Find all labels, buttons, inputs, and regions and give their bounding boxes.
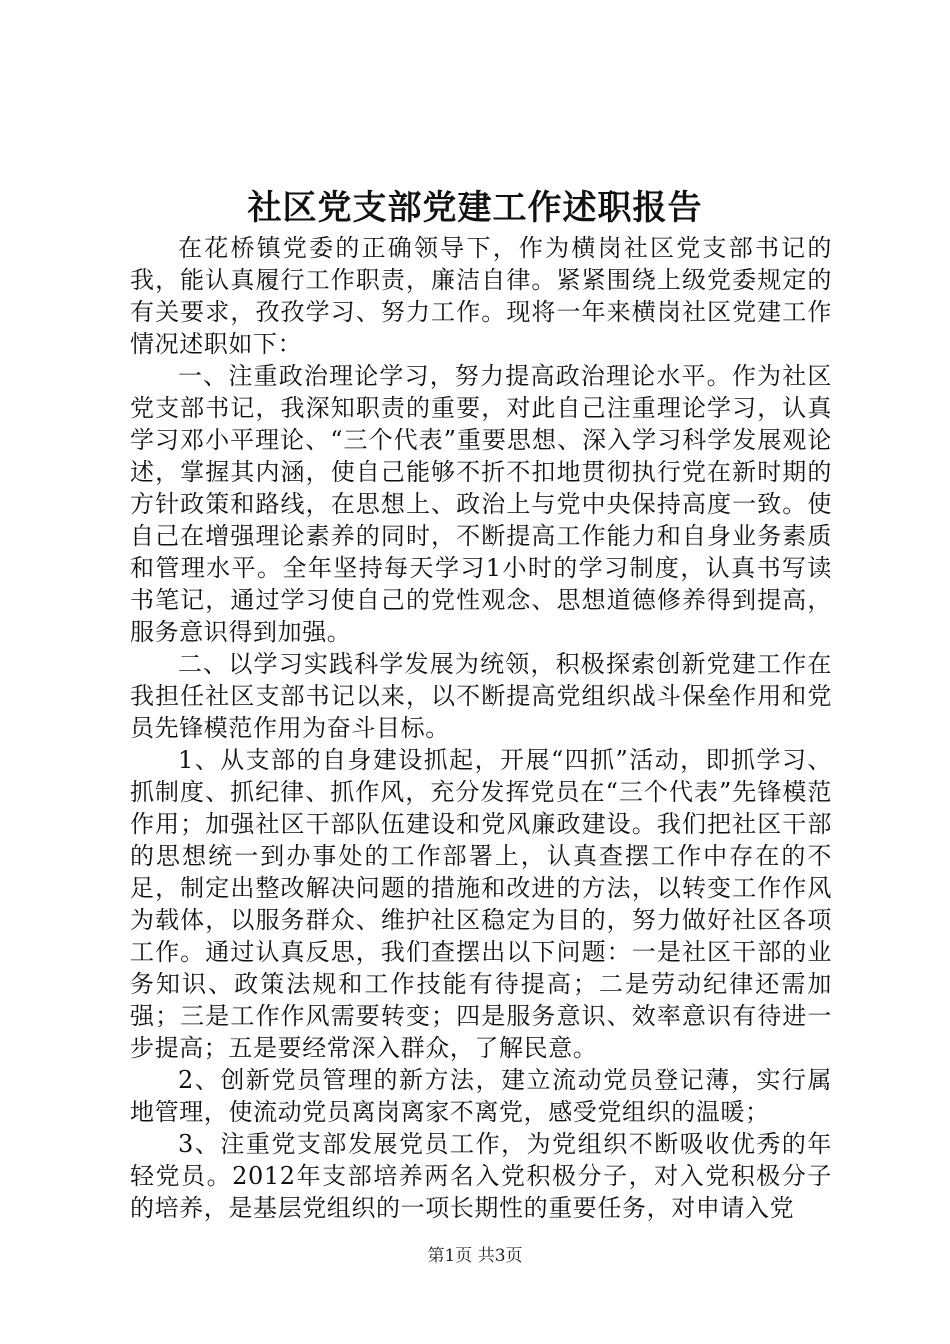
paragraph-section-2: 二、以学习实践科学发展为统领，积极探索创新党建工作在我担任社区支部书记以来，以不断提高党组织战斗保垒作用和党员先锋模范作用为奋斗目标。 — [130, 650, 832, 742]
page-number-footer: 第1页 共3页 — [427, 1246, 523, 1266]
paragraph-section-1: 一、注重政治理论学习，努力提高政治理论水平。作为社区党支部书记，我深知职责的重要，对此自己注重理论学习，认真学习邓小平理论、“三个代表”重要思想、深入学习科学发展观论述，掌握其内涵，使自己能够不折不扣地贯彻执行党在新时期的方针政策和路线，在思想上、政治上与党中央保持高度一致。使自己在增强理论素养的同时，不断提高工作能力和自身业务素质和管理水平。全年坚持每天学习1小时的学习制度，认真书写读书笔记，通过学习使自己的党性观念、思想道德修养得到提高，服务意识得到加强。 — [130, 362, 832, 646]
paragraph-intro: 在花桥镇党委的正确领导下，作为横岗社区党支部书记的我，能认真履行工作职责，廉洁自律。紧紧围绕上级党委规定的有关要求，孜孜学习、努力工作。现将一年来横岗社区党建工作情况述职如下： — [130, 234, 832, 358]
paragraph-item-2: 2、创新党员管理的新方法，建立流动党员登记薄，实行属地管理，使流动党员离岗离家不离党，感受党组织的温暖； — [130, 1066, 832, 1126]
document-title: 社区党支部党建工作述职报告 — [247, 188, 703, 228]
paragraph-item-3: 3、注重党支部发展党员工作，为党组织不断吸收优秀的年轻党员。2012年支部培养两名入党积极分子，对入党积极分子的培养，是基层党组织的一项长期性的重要任务，对申请入党 — [130, 1130, 832, 1222]
document-body — [130, 232, 832, 1224]
paragraph-item-1: 1、从支部的自身建设抓起，开展“四抓”活动，即抓学习、抓制度、抓纪律、抓作风，充分发挥党员在“三个代表”先锋模范作用；加强社区干部队伍建设和党风廉政建设。我们把社区干部的思想统一到办事处的工作部署上，认真查摆工作中存在的不足，制定出整改解决问题的措施和改进的方法，以转变工作作风为载体，以服务群众、维护社区稳定为目的，努力做好社区各项工作。通过认真反思，我们查摆出以下问题：一是社区干部的业务知识、政策法规和工作技能有待提高；二是劳动纪律还需加强；三是工作作风需要转变；四是服务意识、效率意识有待进一步提高；五是要经常深入群众，了解民意。 — [130, 746, 832, 1062]
